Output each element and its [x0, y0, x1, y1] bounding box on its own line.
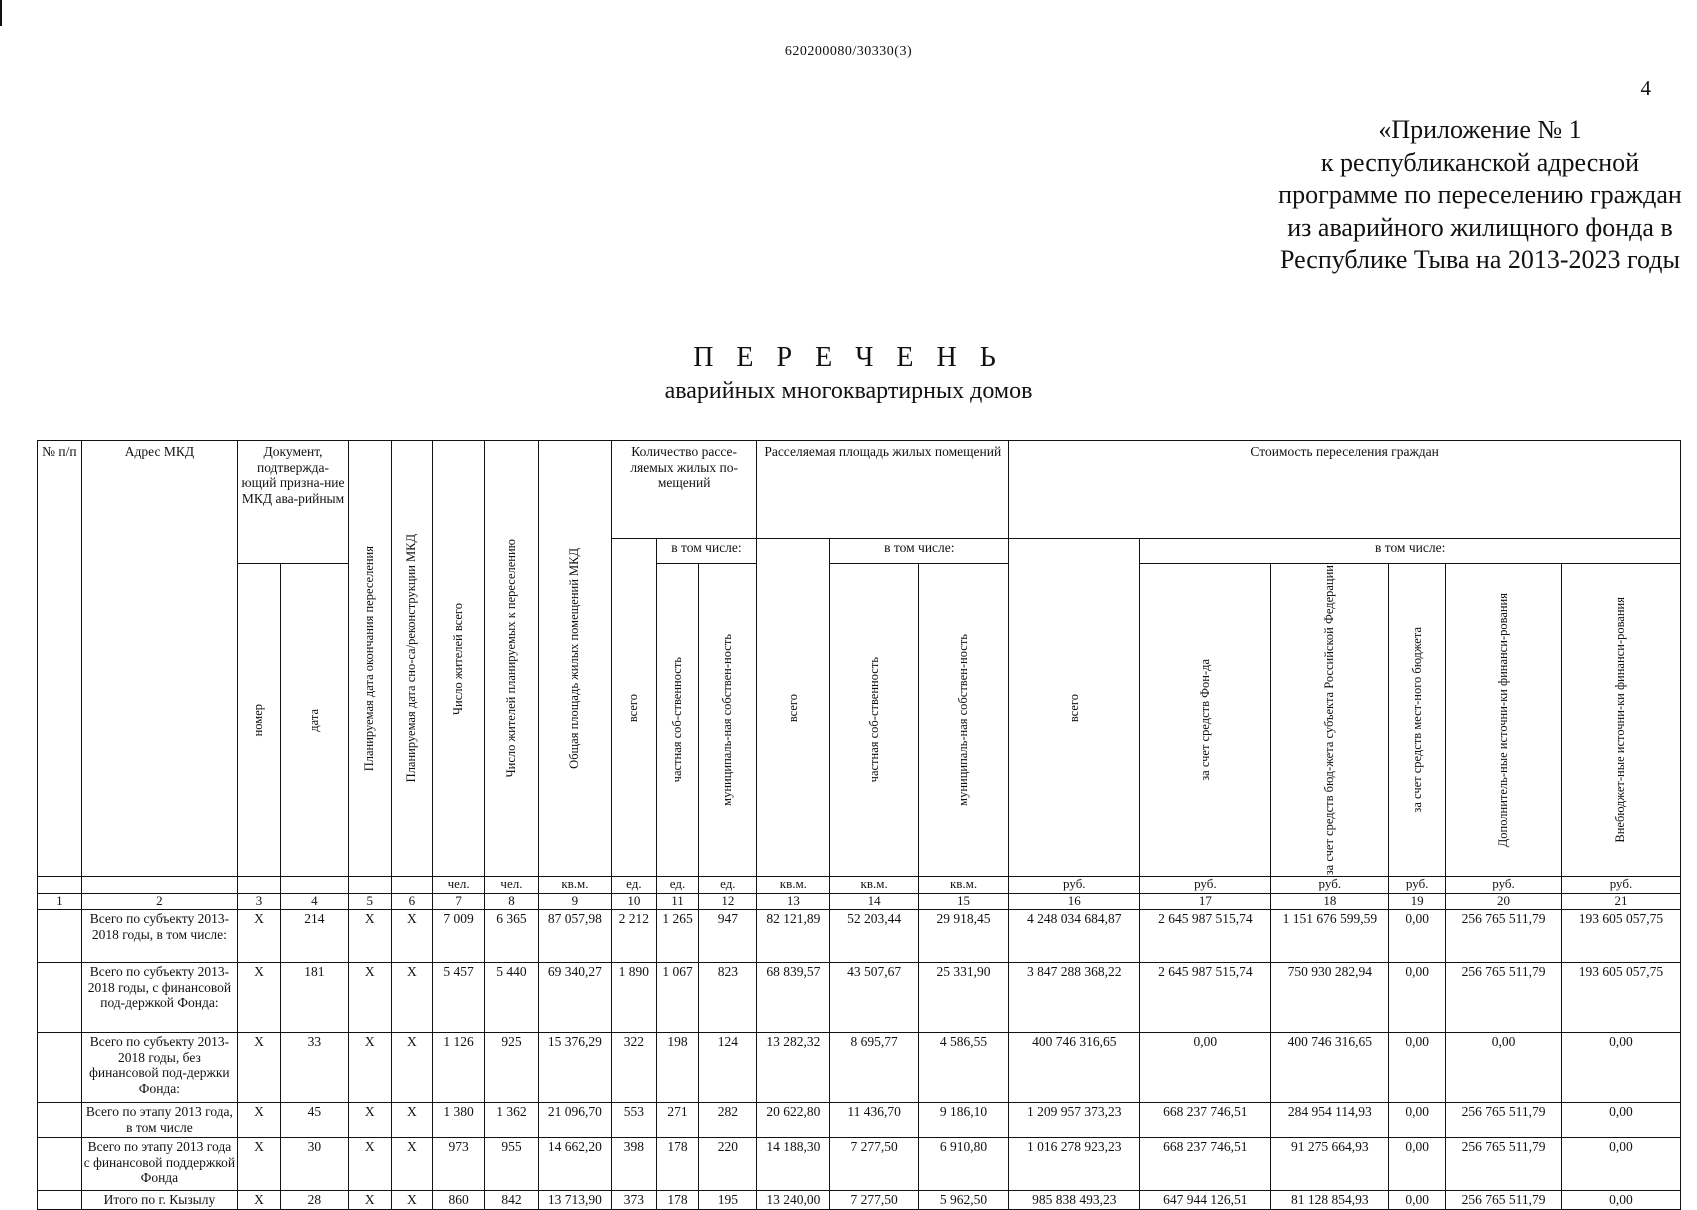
table-cell: 668 237 746,51 [1140, 1138, 1271, 1191]
header-planned-demolition: Планируемая дата сно-са/реконструкции МКД [391, 441, 433, 877]
table-cell: 45 [280, 1103, 348, 1138]
table-cell: 0,00 [1561, 1138, 1680, 1191]
table-cell: 947 [699, 910, 757, 963]
table-cell: 195 [699, 1191, 757, 1210]
table-cell: X [238, 963, 281, 1033]
table-cell: X [391, 1138, 433, 1191]
table-cell: 398 [612, 1138, 657, 1191]
table-cell: 87 057,98 [538, 910, 611, 963]
column-number-cell: 1 [38, 894, 82, 910]
table-cell: 0,00 [1389, 963, 1446, 1033]
table-cell [38, 963, 82, 1033]
unit-cell [391, 877, 433, 894]
table-cell: 14 188,30 [757, 1138, 830, 1191]
column-number-cell: 3 [238, 894, 281, 910]
unit-cell: руб. [1446, 877, 1562, 894]
table-cell: 68 839,57 [757, 963, 830, 1033]
header-cost-local-budget: за счет средств мест-ного бюджета [1389, 564, 1446, 877]
header-address: Адрес МКД [81, 441, 237, 877]
table-cell: X [348, 910, 391, 963]
unit-cell [280, 877, 348, 894]
table-cell: 13 282,32 [757, 1033, 830, 1103]
header-area-total: всего [757, 539, 830, 877]
table-row [38, 1033, 1681, 1103]
table-cell: 178 [656, 1191, 699, 1210]
table-cell: 2 645 987 515,74 [1140, 910, 1271, 963]
table-cell: 4 248 034 684,87 [1009, 910, 1140, 963]
address-cell: Всего по субъекту 2013-2018 годы, с финансовой под-держкой Фонда: [81, 963, 237, 1033]
table-cell: X [238, 1033, 281, 1103]
table-cell: 5 457 [433, 963, 485, 1033]
table-cell: 0,00 [1561, 1103, 1680, 1138]
table-cell: 8 695,77 [830, 1033, 918, 1103]
column-number-cell: 12 [699, 894, 757, 910]
table-cell: 198 [656, 1033, 699, 1103]
emergency-houses-table [37, 440, 1681, 1210]
table-cell: X [238, 1103, 281, 1138]
table-cell: X [238, 910, 281, 963]
unit-cell: кв.м. [830, 877, 918, 894]
table-cell: X [348, 1191, 391, 1210]
column-number-cell: 2 [81, 894, 237, 910]
table-cell: X [348, 1033, 391, 1103]
column-number-cell: 9 [538, 894, 611, 910]
unit-cell: руб. [1389, 877, 1446, 894]
table-cell: 6 365 [485, 910, 539, 963]
column-number-cell: 11 [656, 894, 699, 910]
header-rooms-including: в том числе: [656, 539, 757, 564]
table-cell: 1 067 [656, 963, 699, 1033]
page-number: 4 [1640, 76, 1651, 100]
header-residents-total: Число жителей всего [433, 441, 485, 877]
header-cost-additional: Дополнитель-ные источни-ки финанси-рования [1446, 564, 1562, 877]
column-number-cell: 20 [1446, 894, 1562, 910]
table-cell: 29 918,45 [918, 910, 1008, 963]
header-cost-fund: за счет средств Фон-да [1140, 564, 1271, 877]
table-cell: 1 016 278 923,23 [1009, 1138, 1140, 1191]
header-row [38, 441, 1681, 539]
appendix-line: программе по переселению граждан [1278, 180, 1682, 209]
table-cell [38, 910, 82, 963]
header-cost-total: всего [1009, 539, 1140, 877]
table-cell: 193 605 057,75 [1561, 963, 1680, 1033]
header-cost-subject-budget: за счет средств бюд-жета субъекта Российской Федерации [1271, 564, 1389, 877]
table-cell: 400 746 316,65 [1009, 1033, 1140, 1103]
header-area-including: в том числе: [830, 539, 1009, 564]
table-cell: 7 277,50 [830, 1138, 918, 1191]
table-cell: 14 662,20 [538, 1138, 611, 1191]
table-cell: 124 [699, 1033, 757, 1103]
table-cell: 1 209 957 373,23 [1009, 1103, 1140, 1138]
column-number-cell: 13 [757, 894, 830, 910]
header-cost-including: в том числе: [1140, 539, 1681, 564]
table-cell: 52 203,44 [830, 910, 918, 963]
header-doc-number: номер [238, 564, 281, 877]
appendix-line: «Приложение № 1 [1378, 115, 1582, 144]
column-number-cell: 21 [1561, 894, 1680, 910]
table-cell: 256 765 511,79 [1446, 1138, 1562, 1191]
header-area-group: Расселяемая площадь жилых помещений [757, 441, 1009, 539]
table-cell [38, 1191, 82, 1210]
column-number-cell: 6 [391, 894, 433, 910]
table-cell: 13 240,00 [757, 1191, 830, 1210]
table-cell: X [238, 1191, 281, 1210]
table-cell: 82 121,89 [757, 910, 830, 963]
unit-cell: кв.м. [918, 877, 1008, 894]
table-cell: 0,00 [1389, 1138, 1446, 1191]
appendix-line: к республиканской адресной [1320, 147, 1640, 177]
table-cell: 2 212 [612, 910, 657, 963]
column-number-cell: 5 [348, 894, 391, 910]
unit-cell: чел. [433, 877, 485, 894]
table-cell: 81 128 854,93 [1271, 1191, 1389, 1210]
unit-cell: ед. [699, 877, 757, 894]
table-cell: 668 237 746,51 [1140, 1103, 1271, 1138]
unit-cell: руб. [1271, 877, 1389, 894]
table-cell: X [238, 1138, 281, 1191]
header-row [38, 564, 1681, 877]
table-cell: 1 380 [433, 1103, 485, 1138]
table-cell: 4 586,55 [918, 1033, 1008, 1103]
table-cell: 256 765 511,79 [1446, 910, 1562, 963]
table-cell: X [391, 1103, 433, 1138]
table-cell: 193 605 057,75 [1561, 910, 1680, 963]
header-rooms-group: Количество рассе-ляемых жилых по-мещений [612, 441, 757, 539]
table-cell: 5 962,50 [918, 1191, 1008, 1210]
table-cell: 925 [485, 1033, 539, 1103]
table-cell: 284 954 114,93 [1271, 1103, 1389, 1138]
table-cell: 9 186,10 [918, 1103, 1008, 1138]
table-cell: 25 331,90 [918, 963, 1008, 1033]
address-cell: Всего по этапу 2013 года с финансовой поддержкой Фонда [81, 1138, 237, 1191]
table-cell: 0,00 [1140, 1033, 1271, 1103]
table-cell: 0,00 [1561, 1191, 1680, 1210]
address-cell: Всего по этапу 2013 года, в том числе [81, 1103, 237, 1138]
table-cell: 955 [485, 1138, 539, 1191]
table-cell [38, 1103, 82, 1138]
table-cell: X [348, 1138, 391, 1191]
table-cell: 11 436,70 [830, 1103, 918, 1138]
header-residents-planned: Число жителей планируемых к переселению [485, 441, 539, 877]
table-cell: X [391, 1033, 433, 1103]
column-number-cell: 8 [485, 894, 539, 910]
appendix-line: из аварийного жилищного фонда в [1287, 212, 1673, 242]
unit-cell: ед. [656, 877, 699, 894]
table-cell: 400 746 316,65 [1271, 1033, 1389, 1103]
table-cell: 373 [612, 1191, 657, 1210]
address-cell: Итого по г. Кызылу [81, 1191, 237, 1210]
column-number-cell: 16 [1009, 894, 1140, 910]
table-row [38, 910, 1681, 963]
document-title: П Е Р Е Ч Е Н Ь [693, 342, 1004, 373]
header-doc-date: дата [280, 564, 348, 877]
header-num: № п/п [38, 441, 82, 877]
table-cell [38, 1138, 82, 1191]
table-cell: 13 713,90 [538, 1191, 611, 1210]
table-cell: 256 765 511,79 [1446, 1103, 1562, 1138]
table-body [38, 910, 1681, 1210]
document-id: 620200080/30330(3) [784, 44, 913, 59]
table-cell: 256 765 511,79 [1446, 963, 1562, 1033]
table-cell: X [348, 963, 391, 1033]
table-cell: 1 265 [656, 910, 699, 963]
column-number-cell: 17 [1140, 894, 1271, 910]
header-total-area: Общая площадь жилых помещений МКД [538, 441, 611, 877]
table-row [38, 1138, 1681, 1191]
column-number-cell: 7 [433, 894, 485, 910]
table-cell: 842 [485, 1191, 539, 1210]
document-subtitle: аварийных многоквартирных домов [664, 378, 1033, 404]
header-planned-resettlement-end: Планируемая дата окончания переселения [348, 441, 391, 877]
table-cell: 0,00 [1389, 1191, 1446, 1210]
table-cell: 33 [280, 1033, 348, 1103]
table-cell: 7 277,50 [830, 1191, 918, 1210]
unit-cell: кв.м. [757, 877, 830, 894]
table-cell [38, 1033, 82, 1103]
header-cost-offbudget: Внебюджет-ные источни-ки финанси-рования [1561, 564, 1680, 877]
address-cell: Всего по субъекту 2013-2018 годы, в том числе: [81, 910, 237, 963]
table-row [38, 963, 1681, 1033]
table-cell: 0,00 [1389, 1103, 1446, 1138]
table-cell: 5 440 [485, 963, 539, 1033]
unit-cell: руб. [1009, 877, 1140, 894]
table-cell: 985 838 493,23 [1009, 1191, 1140, 1210]
units-row [38, 877, 1681, 894]
header-area-private: частная соб-ственность [830, 564, 918, 877]
column-number-row [38, 894, 1681, 910]
column-number-cell: 14 [830, 894, 918, 910]
table-row [38, 1191, 1681, 1210]
table-cell: 973 [433, 1138, 485, 1191]
unit-cell [81, 877, 237, 894]
unit-cell: кв.м. [538, 877, 611, 894]
table-cell: 21 096,70 [538, 1103, 611, 1138]
header-document-group: Документ, подтвержда-ющий призна-ние МКД ава-рийным [238, 441, 349, 564]
table-row [38, 1103, 1681, 1138]
table-cell: 30 [280, 1138, 348, 1191]
table-cell: 220 [699, 1138, 757, 1191]
table-cell: 0,00 [1446, 1033, 1562, 1103]
table-cell: 750 930 282,94 [1271, 963, 1389, 1033]
table-cell: 2 645 987 515,74 [1140, 963, 1271, 1033]
header-rooms-municipal: муниципаль-ная собствен-ность [699, 564, 757, 877]
address-cell: Всего по субъекту 2013-2018 годы, без финансовой под-держки Фонда: [81, 1033, 237, 1103]
table-cell: 43 507,67 [830, 963, 918, 1033]
unit-cell [238, 877, 281, 894]
table-cell: 0,00 [1389, 910, 1446, 963]
table-cell: X [348, 1103, 391, 1138]
unit-cell: руб. [1140, 877, 1271, 894]
table-cell: 647 944 126,51 [1140, 1191, 1271, 1210]
table-cell: 20 622,80 [757, 1103, 830, 1138]
table-cell: 6 910,80 [918, 1138, 1008, 1191]
table-cell: 178 [656, 1138, 699, 1191]
table-cell: 214 [280, 910, 348, 963]
table-cell: 1 126 [433, 1033, 485, 1103]
column-number-cell: 10 [612, 894, 657, 910]
table-cell: 1 362 [485, 1103, 539, 1138]
column-number-cell: 15 [918, 894, 1008, 910]
appendix-block [1190, 114, 1697, 277]
header-area-municipal: муниципаль-ная собствен-ность [918, 564, 1008, 877]
table-cell: 322 [612, 1033, 657, 1103]
table-cell: 256 765 511,79 [1446, 1191, 1562, 1210]
table-cell: 91 275 664,93 [1271, 1138, 1389, 1191]
table-cell: 823 [699, 963, 757, 1033]
table-cell: X [391, 963, 433, 1033]
table-cell: X [391, 910, 433, 963]
table-cell: 15 376,29 [538, 1033, 611, 1103]
table-cell: 0,00 [1561, 1033, 1680, 1103]
table-cell: 282 [699, 1103, 757, 1138]
table-cell: 1 151 676 599,59 [1271, 910, 1389, 963]
table-cell: 3 847 288 368,22 [1009, 963, 1140, 1033]
table-cell: 1 890 [612, 963, 657, 1033]
unit-cell [348, 877, 391, 894]
table-cell: 7 009 [433, 910, 485, 963]
table-cell: 271 [656, 1103, 699, 1138]
header-cost-group: Стоимость переселения граждан [1009, 441, 1681, 539]
table-cell: 69 340,27 [538, 963, 611, 1033]
column-number-cell: 19 [1389, 894, 1446, 910]
unit-cell: руб. [1561, 877, 1680, 894]
table-cell: 28 [280, 1191, 348, 1210]
column-number-cell: 4 [280, 894, 348, 910]
table-cell: 0,00 [1389, 1033, 1446, 1103]
header-rooms-total: всего [612, 539, 657, 877]
unit-cell: чел. [485, 877, 539, 894]
unit-cell: ед. [612, 877, 657, 894]
header-rooms-private: частная соб-ственность [656, 564, 699, 877]
table-cell: 181 [280, 963, 348, 1033]
unit-cell [38, 877, 82, 894]
column-number-cell: 18 [1271, 894, 1389, 910]
table-cell: X [391, 1191, 433, 1210]
table-cell: 553 [612, 1103, 657, 1138]
table-cell: 860 [433, 1191, 485, 1210]
edge-mark [0, 0, 2, 26]
appendix-line: Республике Тыва на 2013-2023 годы [1279, 245, 1681, 274]
